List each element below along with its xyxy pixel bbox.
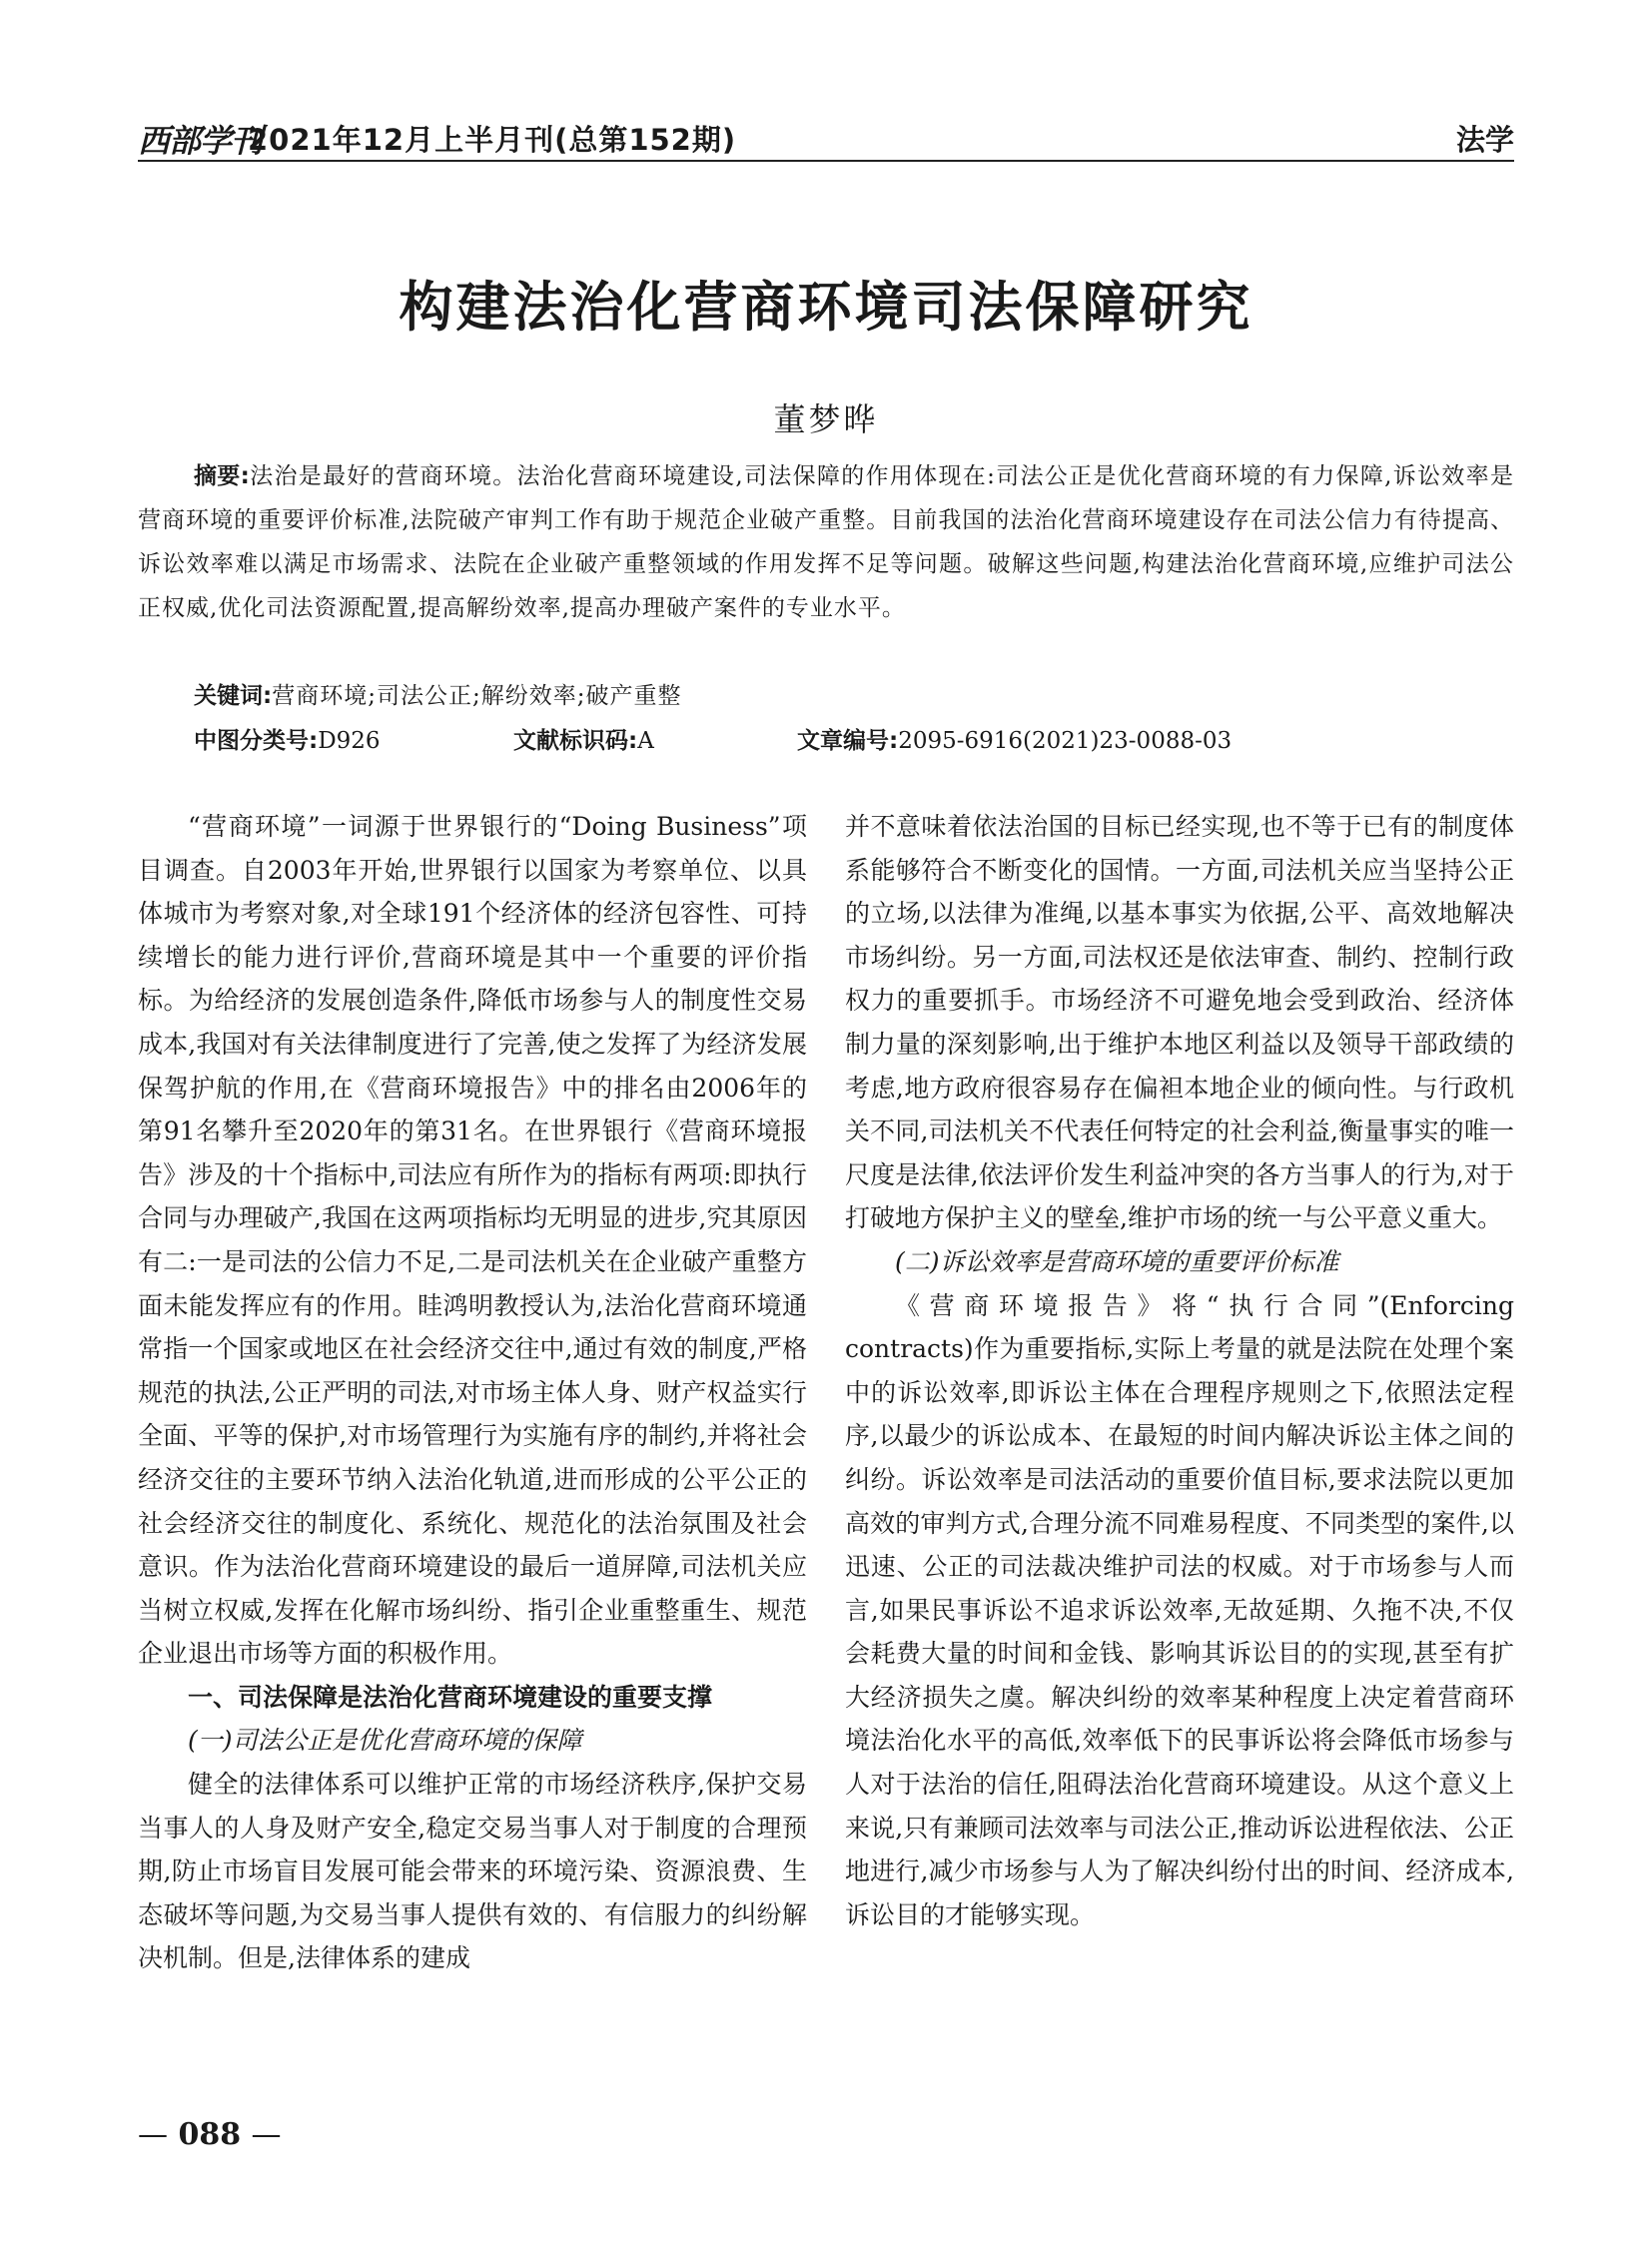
page-dash-left: — [138, 2117, 168, 2152]
article-title: 构建法治化营商环境司法保障研究 [399, 276, 1253, 339]
section-label: 法学 [1455, 123, 1514, 157]
page-header [138, 108, 1514, 162]
page-number-value: 088 [178, 2117, 242, 2152]
keywords [194, 674, 1514, 718]
page-number [138, 2117, 282, 2152]
clc-field [194, 719, 381, 763]
page-dash-right: — [251, 2117, 282, 2152]
paragraph: “营商环境”一词源于世界银行的“Doing Business”项目调查。自2003年开始,世界银行以国家为考察单位、以具体城市为考察对象,对全球191个经济体的经济包容性、可持续增长的能力进行评价,营商环境是其中一个重要的评价指标。为给经济的发展创造条件,降低市场参与人的制度性交易成本,我国对有关法律制度进行了完善,使之发挥了为经济发展保驾护航的作用,在《营商环境报告》中的排名由2006年的第91名攀升至2020年的第31名。在世界银行《营商环境报告》涉及的十个指标中,司法应有所作为的指标有两项:即执行合同与办理破产,我国在这两项指标均无明显的进步,究其原因有二:一是司法的公信力不足,二是司法机关在企业破产重整方面未能发挥应有的作用。眭鸿明教授认为,法治化营商环境通常指一个国家或地区在社会经济交往中,通过有效的制度,严格规范的执法,公正严明的司法,对市场主体人身、财产权益实行全面、平等的保护,对市场管理行为实施有序的制约,并将社会经济交往的主要环节纳入法治化轨道,进而形成的公平公正的社会经济交往的制度化、系统化、规范化的法治氛围及社会意识。作为法治化营商环境建设的最后一道屏障,司法机关应当树立权威,发挥在化解市场纠纷、指引企业重整重生、规范企业退出市场等方面的积极作用。 [138, 812, 807, 1669]
abstract [138, 454, 1514, 630]
article-no-field [797, 719, 1232, 763]
subsection-heading: (二)诉讼效率是营商环境的重要评价标准 [895, 1246, 1339, 1276]
article-meta [194, 719, 1514, 763]
issue-info: 2021年12月上半月刊(总第152期) [248, 123, 737, 157]
paragraph: 《营商环境报告》将“执行合同”(Enforcing contracts)作为重要指标,实际上考量的就是法院在处理个案中的诉讼效率,即诉讼主体在合理程序规则之下,依照法定程序,以最少的诉讼成本、在最短的时间内解决诉讼主体之间的纠纷。诉讼效率是司法活动的重要价值目标,要求法院以更加高效的审判方式,合理分流不同难易程度、不同类型的案件,以迅速、公正的司法裁决维护司法的权威。对于市场参与人而言,如果民事诉讼不追求诉讼效率,无故延期、久拖不决,不仅会耗费大量的时间和金钱、影响其诉讼目的的实现,甚至有扩大经济损失之虞。解决纠纷的效率某种程度上决定着营商环境法治化水平的高低,效率低下的民事诉讼将会降低市场参与人对于法治的信任,阻碍法治化营商环境建设。从这个意义上来说,只有兼顾司法效率与司法公正,推动诉讼进程依法、公正地进行,减少市场参与人为了解决纠纷付出的时间、经济成本,诉讼目的才能够实现。 [845, 1290, 1514, 1929]
article-no-label: 文章编号: [797, 728, 899, 754]
subsection-heading: (一)司法公正是优化营商环境的保障 [188, 1726, 582, 1756]
body-column-right [845, 805, 1514, 1936]
doc-code-field [513, 719, 654, 763]
doc-code-label: 文献标识码: [513, 728, 638, 754]
keywords-label: 关键词: [194, 683, 273, 709]
section-heading: 一、司法保障是法治化营商环境建设的重要支撑 [188, 1682, 713, 1712]
paragraph: 并不意味着依法治国的目标已经实现,也不等于已有的制度体系能够符合不断变化的国情。一方面,司法机关应当坚持公正的立场,以法律为准绳,以基本事实为依据,公平、高效地解决市场纠纷。另一方面,司法权还是依法审查、制约、控制行政权力的重要抓手。市场经济不可避免地会受到政治、经济体制力量的深刻影响,出于维护本地区利益以及领导干部政绩的考虑,地方政府很容易存在偏袒本地企业的倾向性。与行政机关不同,司法机关不代表任何特定的社会利益,衡量事实的唯一尺度是法律,依法评价发生利益冲突的各方当事人的行为,对于打破地方保护主义的壁垒,维护市场的统一与公平意义重大。 [845, 812, 1514, 1233]
journal-logo: 西部学刊 [138, 122, 263, 160]
article-author: 董梦晔 [773, 400, 879, 438]
paragraph: 健全的法律体系可以维护正常的市场经济秩序,保护交易当事人的人身及财产安全,稳定交易当事人对于制度的合理预期,防止市场盲目发展可能会带来的环境污染、资源浪费、生态破坏等问题,为交易当事人提供有效的、有信服力的纠纷解决机制。但是,法律体系的建成 [138, 1770, 807, 1973]
body-column-left [138, 805, 807, 1980]
clc-label: 中图分类号: [194, 728, 319, 754]
abstract-label: 摘要: [194, 463, 250, 489]
keywords-text: 营商环境;司法公正;解纷效率;破产重整 [272, 683, 682, 709]
clc-value: D926 [318, 728, 381, 754]
doc-code-value: A [637, 728, 654, 754]
abstract-text: 法治是最好的营商环境。法治化营商环境建设,司法保障的作用体现在:司法公正是优化营商环境的有力保障,诉讼效率是营商环境的重要评价标准,法院破产审判工作有助于规范企业破产重整。目前我国的法治化营商环境建设存在司法公信力有待提高、诉讼效率难以满足市场需求、法院在企业破产重整领域的作用发挥不足等问题。破解这些问题,构建法治化营商环境,应维护司法公正权威,优化司法资源配置,提高解纷效率,提高办理破产案件的专业水平。 [138, 463, 1514, 621]
article-no-value: 2095-6916(2021)23-0088-03 [898, 728, 1233, 754]
